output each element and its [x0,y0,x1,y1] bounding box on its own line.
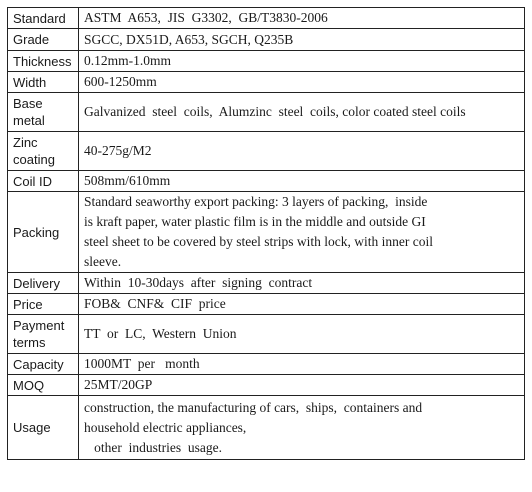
table-row-coil-id [8,171,525,192]
table-row-zinc-coating [8,132,525,171]
table-row-delivery [8,273,525,294]
table-row-packing [8,192,525,273]
value-line: 1000MT per month [84,356,200,371]
table-row-base-metal [8,93,525,132]
value-line: ASTM A653, JIS G3302, GB/T3830-2006 [84,10,328,25]
value-line: 0.12mm-1.0mm [84,53,171,68]
row-label: Delivery [8,273,79,294]
row-label: Width [8,72,79,93]
row-label: Coil ID [8,171,79,192]
row-value [79,132,525,171]
row-value [79,192,525,273]
row-label: Price [8,294,79,315]
row-value [79,93,525,132]
value-line: 508mm/610mm [84,173,171,188]
value-line: other industries usage. [84,439,222,455]
value-line: TT or LC, Western Union [84,326,237,341]
row-label: Payment terms [8,315,79,354]
row-value [79,8,525,29]
row-value [79,171,525,192]
row-label: MOQ [8,375,79,396]
row-label: Base metal [8,93,79,132]
table-row-width [8,72,525,93]
row-value [79,294,525,315]
row-value [79,354,525,375]
row-value [79,72,525,93]
row-label: Capacity [8,354,79,375]
table-row-price [8,294,525,315]
table-row-moq [8,375,525,396]
row-value [79,396,525,460]
row-label: Packing [8,192,79,273]
table-row-capacity [8,354,525,375]
value-line: Within 10-30days after signing contract [84,275,313,290]
value-line: 600-1250mm [84,74,157,89]
row-label: Usage [8,396,79,460]
table-row-standard [8,8,525,29]
row-label: Zinc coating [8,132,79,171]
spec-table [7,7,525,460]
table-row-grade [8,29,525,51]
table-row-thickness [8,51,525,72]
value-line: Galvanized steel coils, Alumzinc steel coils, color coated steel coils [84,104,466,119]
value-line: 25MT/20GP [84,377,153,392]
value-line: steel sheet to be covered by steel strips with lock, with inner coil [84,234,434,249]
value-line: construction, the manufacturing of cars, ships, containers and [84,399,423,415]
value-line: FOB& CNF& CIF price [84,296,226,311]
row-value [79,51,525,72]
value-line: sleeve. [84,254,122,269]
row-value [79,375,525,396]
row-value [79,29,525,51]
value-line: is kraft paper, water plastic film is in the middle and outside GI [84,214,426,229]
row-label: Thickness [8,51,79,72]
value-line: household electric appliances, [84,419,247,435]
row-label: Standard [8,8,79,29]
value-line: SGCC, DX51D, A653, SGCH, Q235B [84,31,294,47]
row-value [79,315,525,354]
table-row-payment-terms [8,315,525,354]
row-label: Grade [8,29,79,51]
table-row-usage [8,396,525,460]
value-line: Standard seaworthy export packing: 3 layers of packing, inside [84,194,428,209]
row-value [79,273,525,294]
value-line: 40-275g/M2 [84,143,152,158]
